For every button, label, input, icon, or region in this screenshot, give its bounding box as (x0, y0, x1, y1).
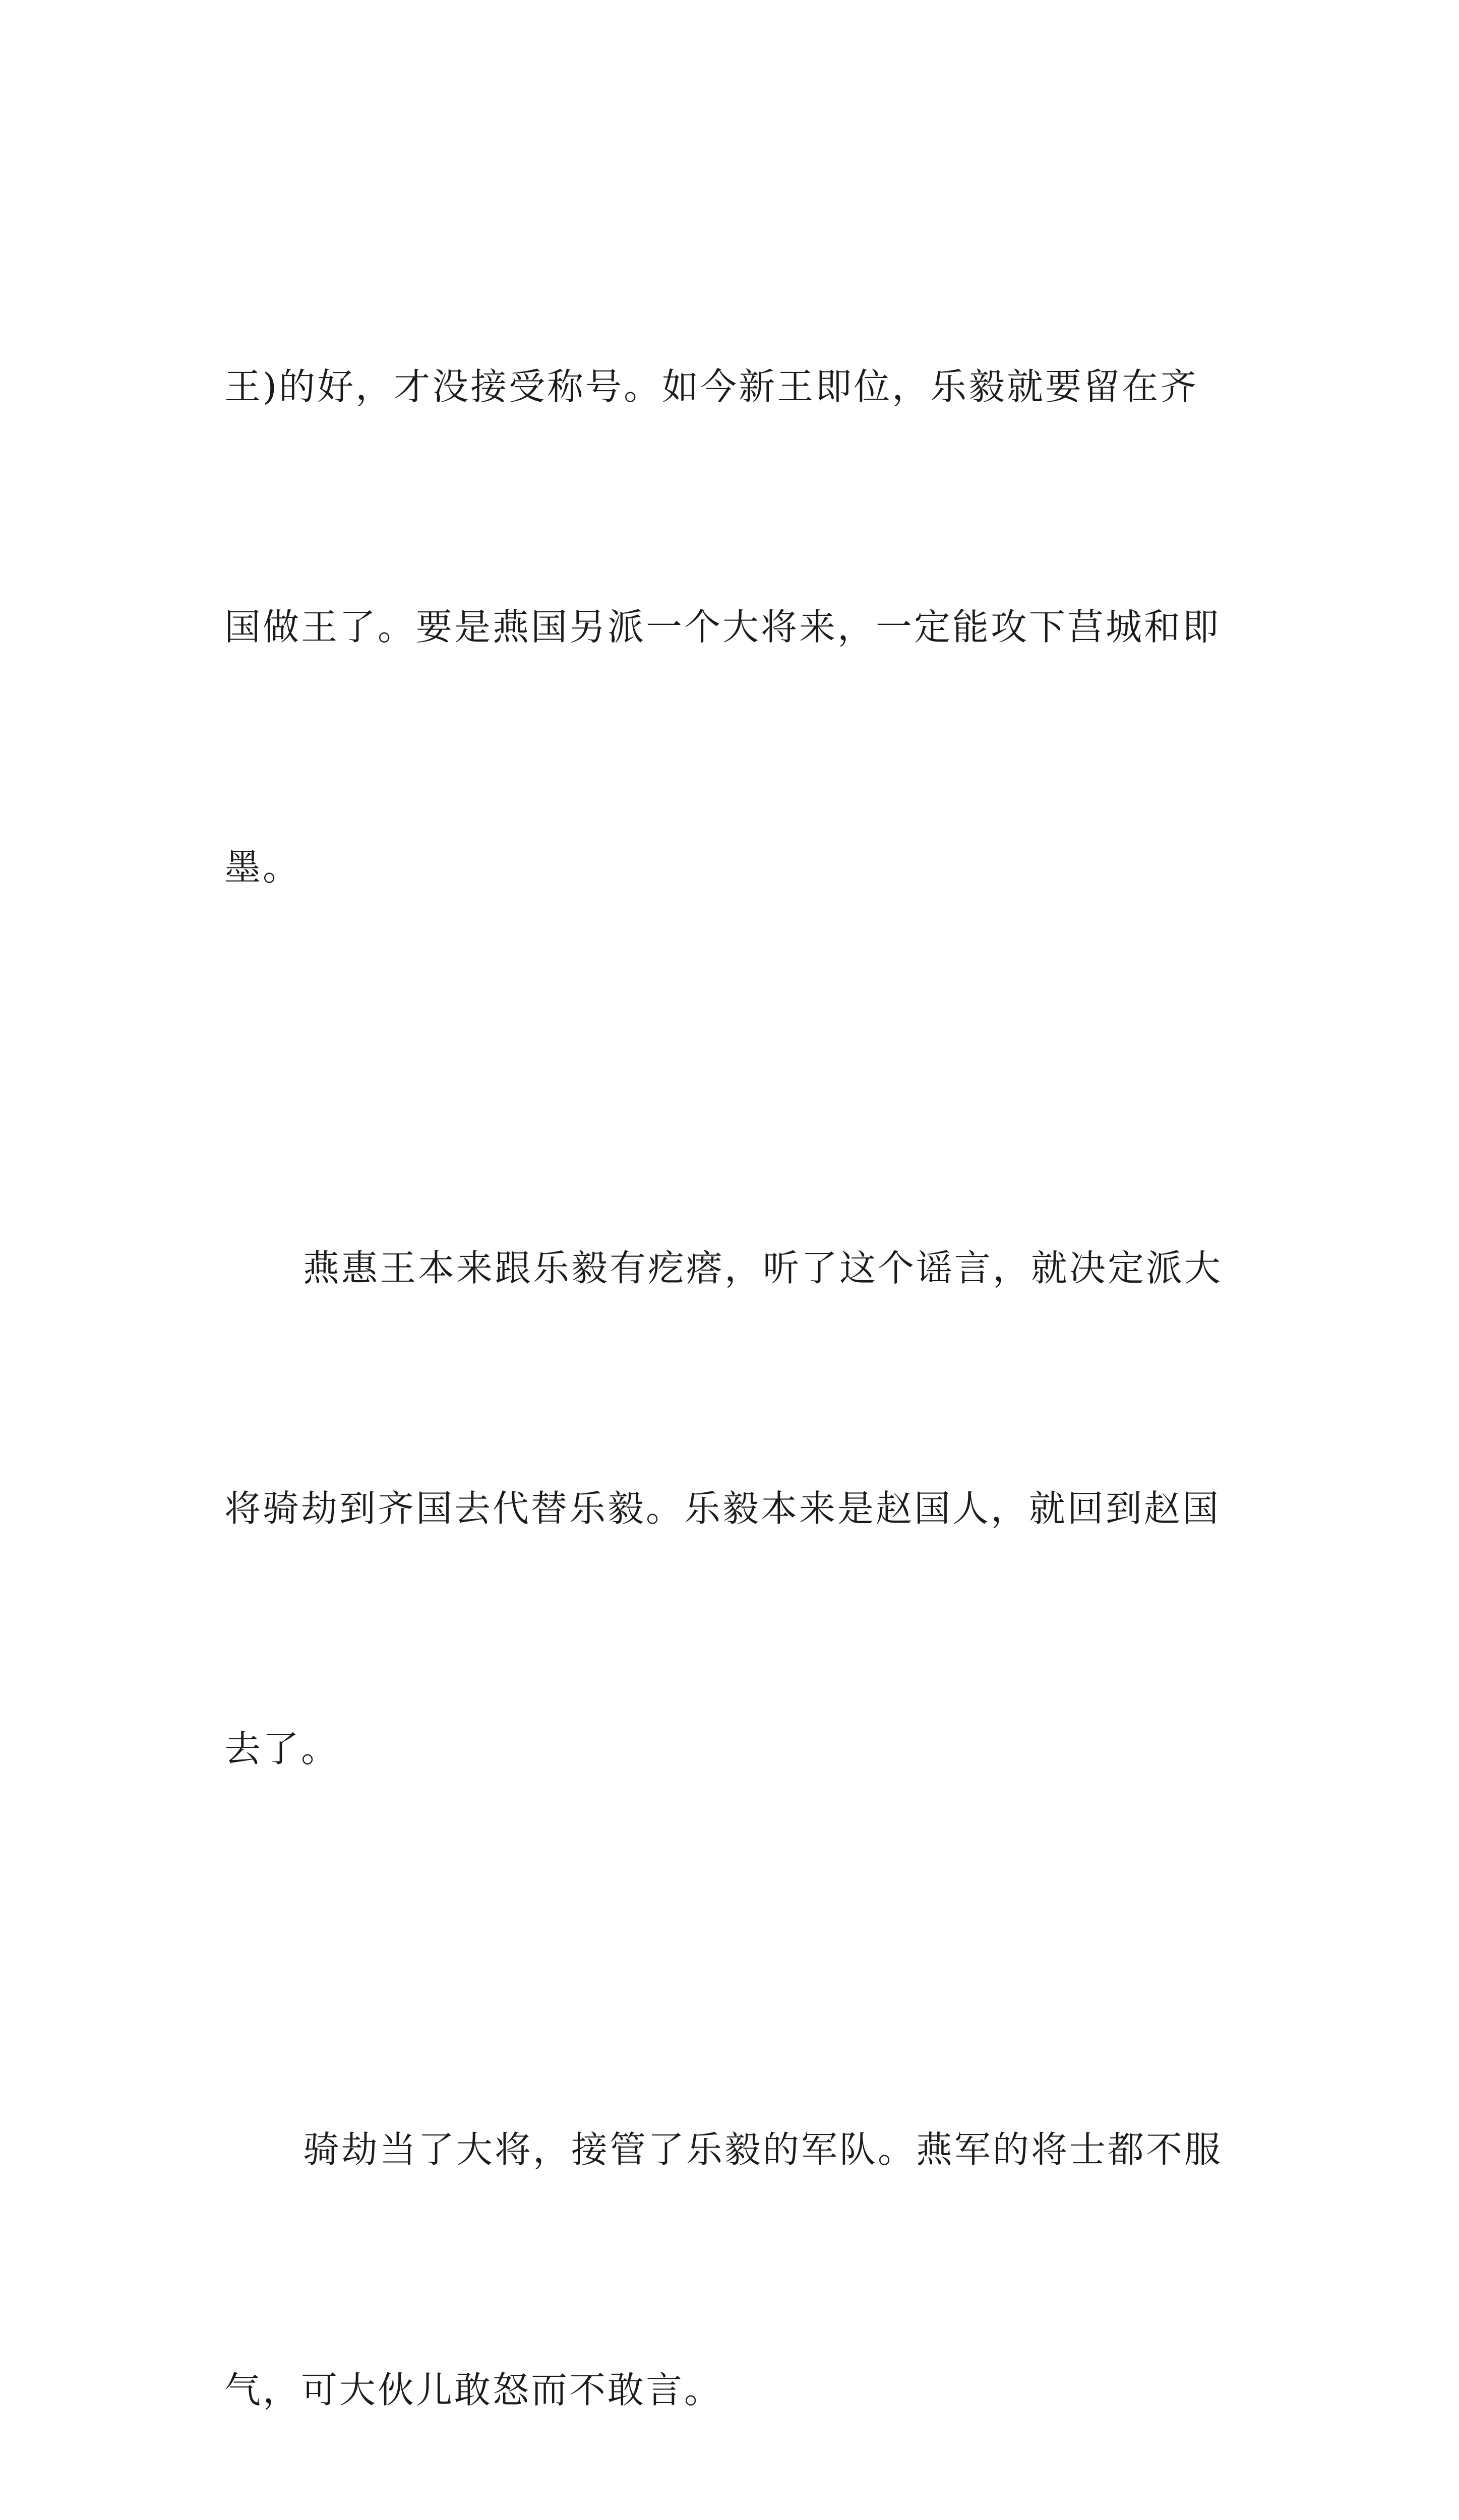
paragraph (224, 1949, 1273, 2520)
text-line: 燕惠王本来跟乐毅有疙瘩，听了这个谣言，就决定派大 (303, 1247, 1223, 1289)
text-line: 将骑劫到齐国去代替乐毅。乐毅本来是赵国人，就回到赵国 (224, 1487, 1221, 1530)
paragraph (224, 1068, 1273, 1949)
text-line: 气，可大伙儿敢怒而不敢言。 (224, 2369, 723, 2411)
text-line: 墨。 (224, 846, 301, 889)
paragraph (224, 186, 1273, 1068)
text-line: 去了。 (224, 1728, 340, 1770)
text-line: 骑劫当了大将，接管了乐毅的军队。燕军的将士都不服 (303, 2128, 1223, 2171)
text-line: 王)的好，才没接受称号。如今新王即位，乐毅就要留在齐 (224, 365, 1199, 408)
body-text (224, 186, 1273, 2520)
text-line: 国做王了。要是燕国另派一个大将来，一定能攻下莒城和即 (224, 606, 1221, 648)
